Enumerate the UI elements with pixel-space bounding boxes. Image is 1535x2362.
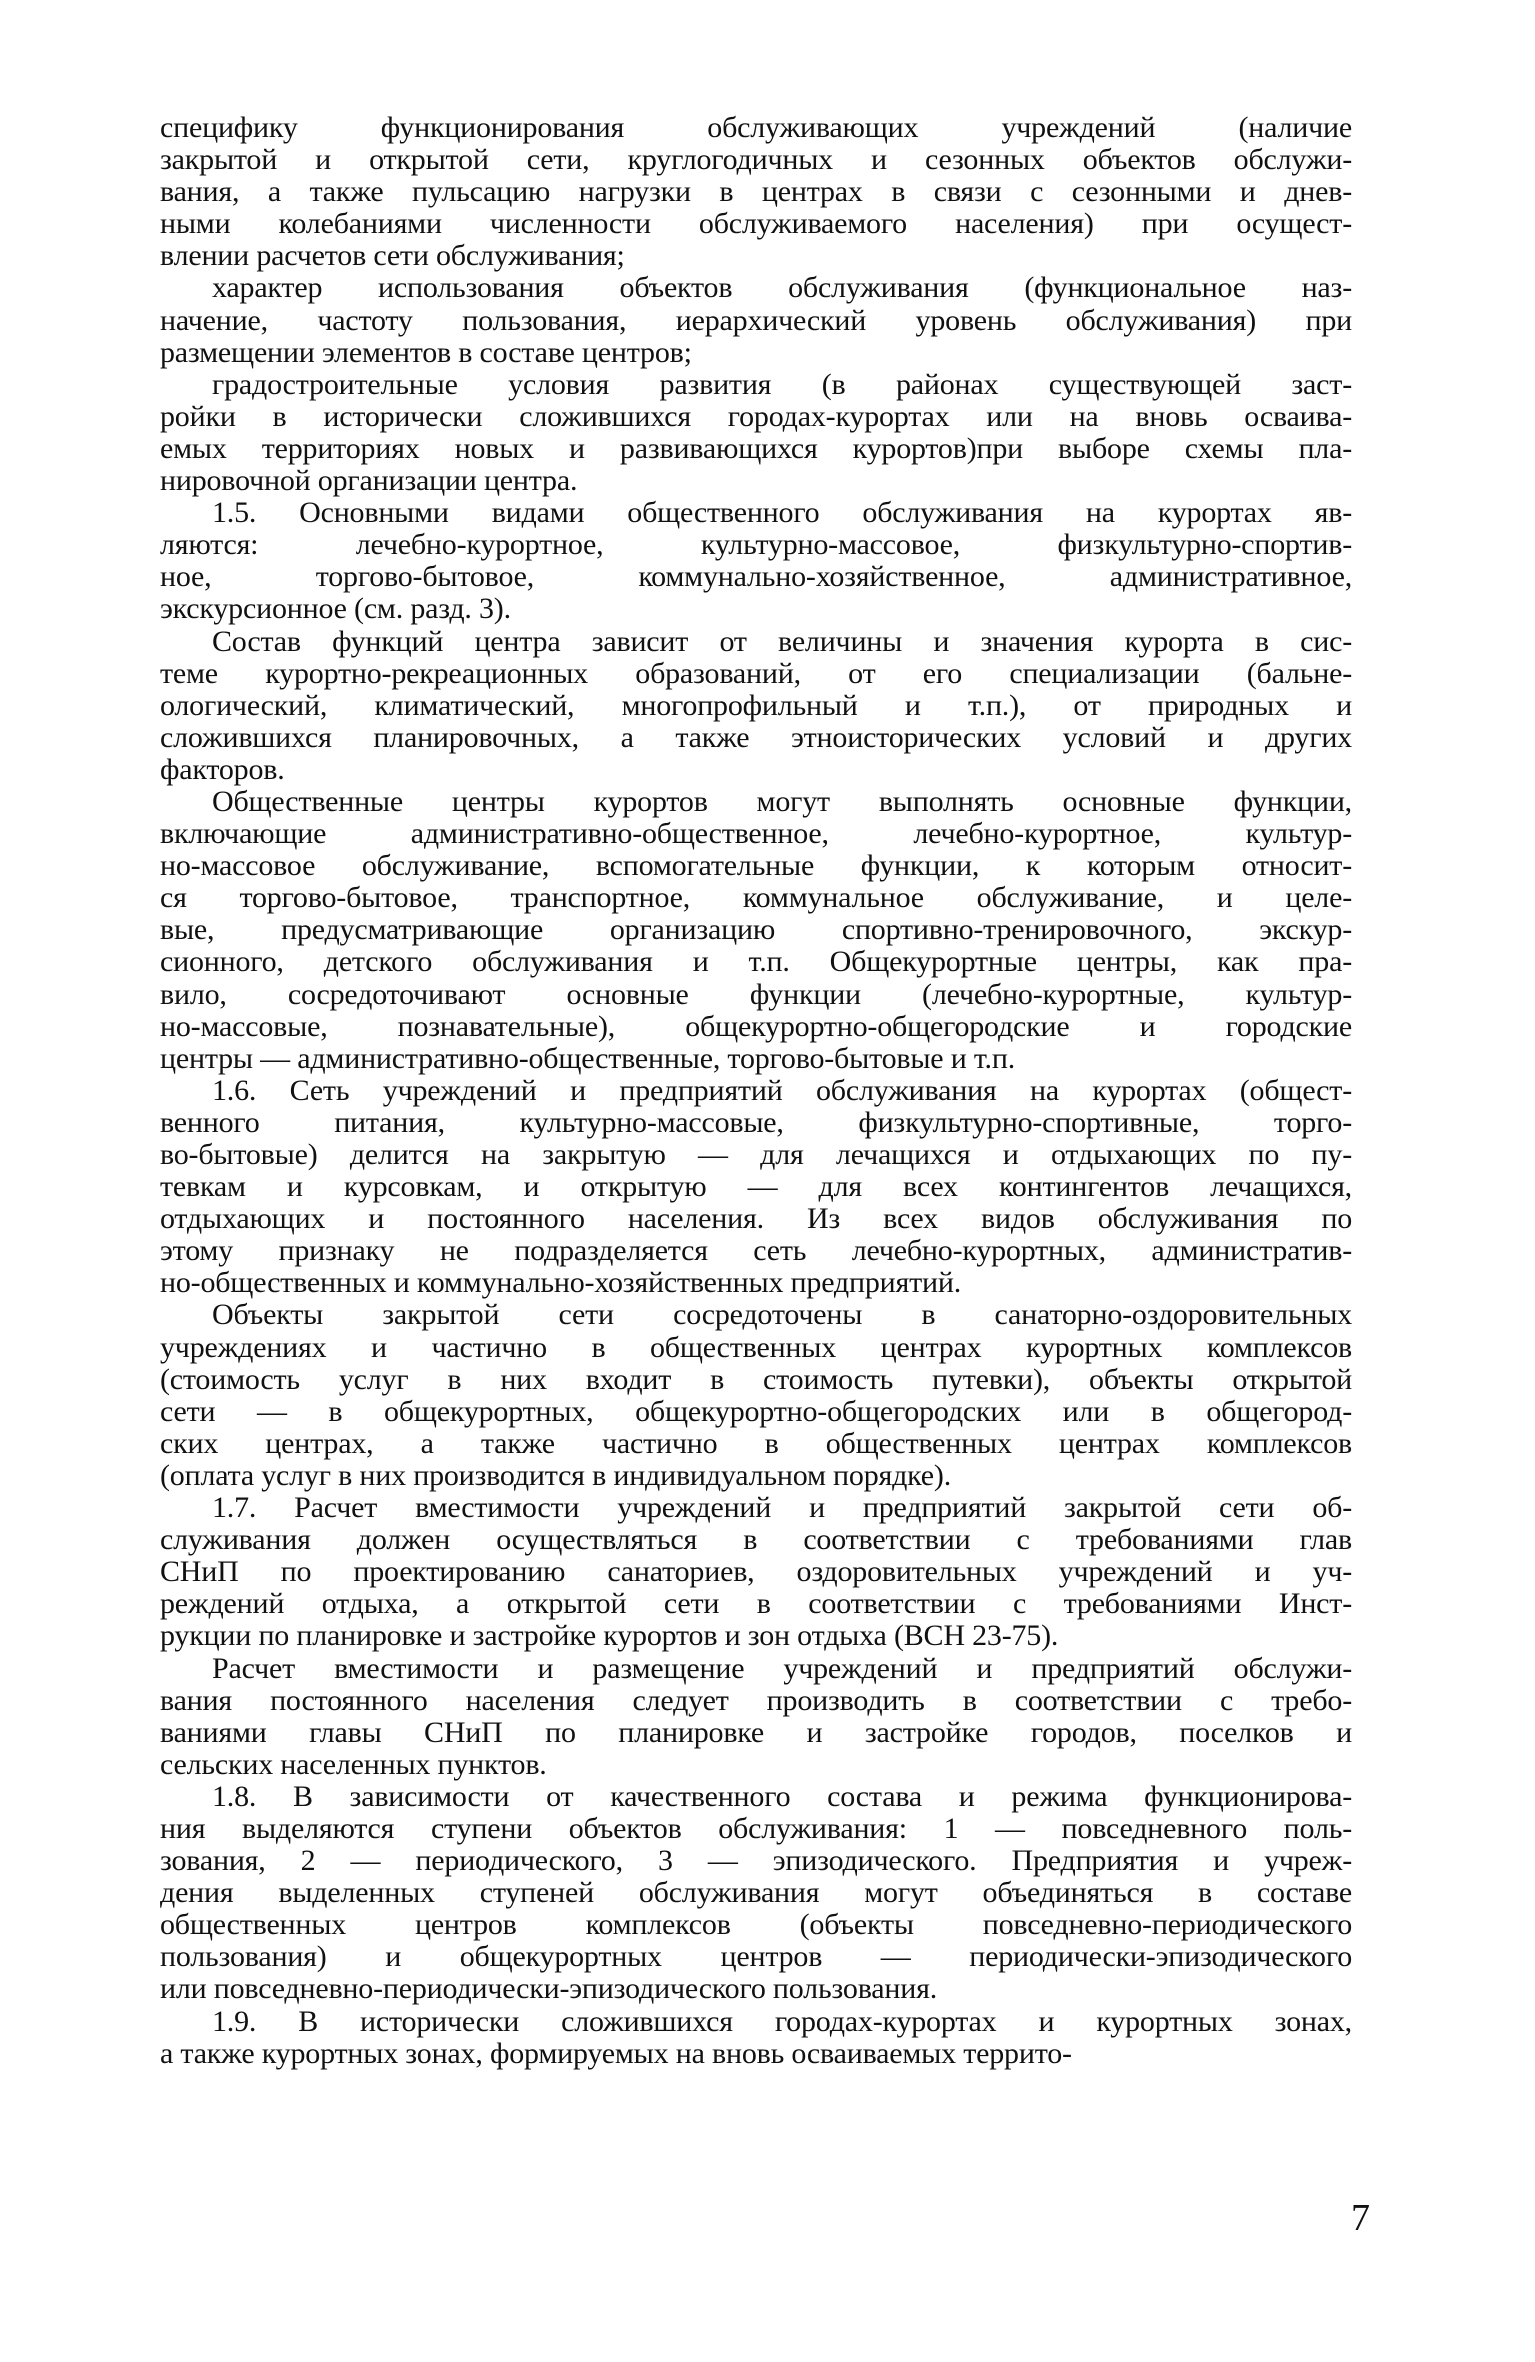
text-line: вые, предусматривающие организацию спортивно-тренировочного, экскур- [160,913,1352,947]
text-line: сельских населенных пунктов. [160,1747,547,1781]
body-text [160,112,1352,2070]
text-line: ное, торгово-бытовое, коммунально-хозяйственное, административное, [160,560,1352,594]
text-line: характер использования объектов обслуживания (функциональное наз- [212,271,1352,305]
text-line: сети — в общекурортных, общекурортно-общегородских или в общегород- [160,1394,1352,1428]
page-number: 7 [1351,2197,1370,2239]
text-line: ния выделяются ступени объектов обслуживания: 1 — повседневного поль- [160,1811,1352,1845]
text-line: (стоимость услуг в них входит в стоимость путевки), объекты открытой [160,1362,1352,1396]
text-line: учреждениях и частично в общественных центрах курортных комплексов [160,1330,1352,1364]
text-line: ными колебаниями численности обслуживаемого населения) при осущест- [160,207,1352,241]
text-line: 1.7. Расчет вместимости учреждений и предприятий закрытой сети об- [212,1491,1352,1525]
text-line: рукции по планировке и застройке курортов и зон отдыха (ВСН 23-75). [160,1619,1059,1653]
text-line: емых территориях новых и развивающихся курортов)при выборе схемы пла- [160,431,1352,465]
text-line: теме курортно-рекреационных образований, от его специализации (бальне- [160,656,1352,690]
text-line: специфику функционирования обслуживающих учреждений (наличие [160,111,1352,144]
text-line: служивания должен осуществляться в соответствии с требованиями глав [160,1523,1352,1557]
text-line: нировочной организации центра. [160,464,578,498]
text-line: градостроительные условия развития (в районах существующей заст- [212,367,1352,401]
text-line: вило, сосредоточивают основные функции (лечебно-курортные, культур- [160,977,1352,1011]
text-line: но-массовое обслуживание, вспомогательные функции, к которым относит- [160,849,1352,883]
text-line: начение, частоту пользования, иерархический уровень обслуживания) при [160,303,1352,337]
text-line: (оплата услуг в них производится в индивидуальном порядке). [160,1458,952,1492]
text-line: 1.9. В исторически сложившихся городах-курортах и курортных зонах, [212,2004,1352,2038]
text-line: вания, а также пульсацию нагрузки в центрах в связи с сезонными и днев- [160,175,1352,209]
text-line: ляются: лечебно-курортное, культурно-массовое, физкультурно-спортив- [160,528,1352,562]
text-line: отдыхающих и постоянного населения. Из всех видов обслуживания по [160,1202,1352,1236]
text-line: во-бытовые) делится на закрытую — для лечащихся и отдыхающих по пу- [160,1138,1352,1171]
text-line: тевкам и курсовкам, и открытую — для всех контингентов лечащихся, [160,1170,1352,1204]
text-line: ваниями главы СНиП по планировке и застройке городов, поселков и [160,1715,1352,1749]
text-line: дения выделенных ступеней обслуживания могут объединяться в составе [160,1876,1352,1910]
text-line: Состав функций центра зависит от величины и значения курорта в сис- [212,624,1352,658]
text-line: зования, 2 — периодического, 3 — эпизодического. Предприятия и учреж- [160,1844,1352,1878]
text-line: вания постоянного населения следует производить в соответствии с требо- [160,1683,1352,1717]
text-line: ских центрах, а также частично в общественных центрах комплексов [160,1426,1352,1460]
text-line: реждений отдыха, а открытой сети в соответствии с требованиями Инст- [160,1587,1352,1621]
text-line: ройки в исторически сложившихся городах-курортах или на вновь осваива- [160,399,1352,433]
text-line: ологический, климатический, многопрофильный и т.п.), от природных и [160,688,1352,722]
text-line: факторов. [160,752,285,786]
text-line: пользования) и общекурортных центров — периодически-эпизодического [160,1940,1352,1974]
text-line: влении расчетов сети обслуживания; [160,239,625,273]
text-line: Расчет вместимости и размещение учреждений и предприятий обслужи- [212,1651,1352,1685]
text-line: венного питания, культурно-массовые, физкультурно-спортивные, торго- [160,1105,1352,1139]
text-line: этому признаку не подразделяется сеть лечебно-курортных, административ- [160,1234,1352,1268]
text-line: СНиП по проектированию санаториев, оздоровительных учреждений и уч- [160,1555,1352,1589]
text-line: закрытой и открытой сети, круглогодичных и сезонных объектов обслужи- [160,143,1352,177]
text-line: Общественные центры курортов могут выполнять основные функции, [212,784,1352,818]
text-line: центры — административно-общественные, торгово-бытовые и т.п. [160,1041,1015,1075]
text-line: но-общественных и коммунально-хозяйственных предприятий. [160,1266,962,1300]
text-line: 1.6. Сеть учреждений и предприятий обслуживания на курортах (общест- [212,1073,1352,1107]
text-line: а также курортных зонах, формируемых на вновь осваиваемых террито- [160,2036,1072,2070]
text-line: включающие административно-общественное, лечебно-курортное, культур- [160,817,1352,851]
text-line: но-массовые, познавательные), общекурортно-общегородские и городские [160,1009,1352,1043]
text-line: 1.8. В зависимости от качественного состава и режима функционирова- [212,1779,1352,1813]
text-line: сложившихся планировочных, а также этноисторических условий и других [160,720,1352,754]
text-line: или повседневно-периодически-эпизодического пользования. [160,1972,938,2006]
text-line: 1.5. Основными видами общественного обслуживания на курортах яв- [212,496,1352,530]
text-line: сионного, детского обслуживания и т.п. Общекурортные центры, как пра- [160,945,1352,979]
text-line: Объекты закрытой сети сосредоточены в санаторно-оздоровительных [212,1298,1352,1332]
text-line: общественных центров комплексов (объекты повседневно-периодического [160,1908,1352,1942]
text-line: экскурсионное (см. разд. 3). [160,592,511,626]
text-line: ся торгово-бытовое, транспортное, коммунальное обслуживание, и целе- [160,881,1352,915]
text-line: размещении элементов в составе центров; [160,335,692,369]
